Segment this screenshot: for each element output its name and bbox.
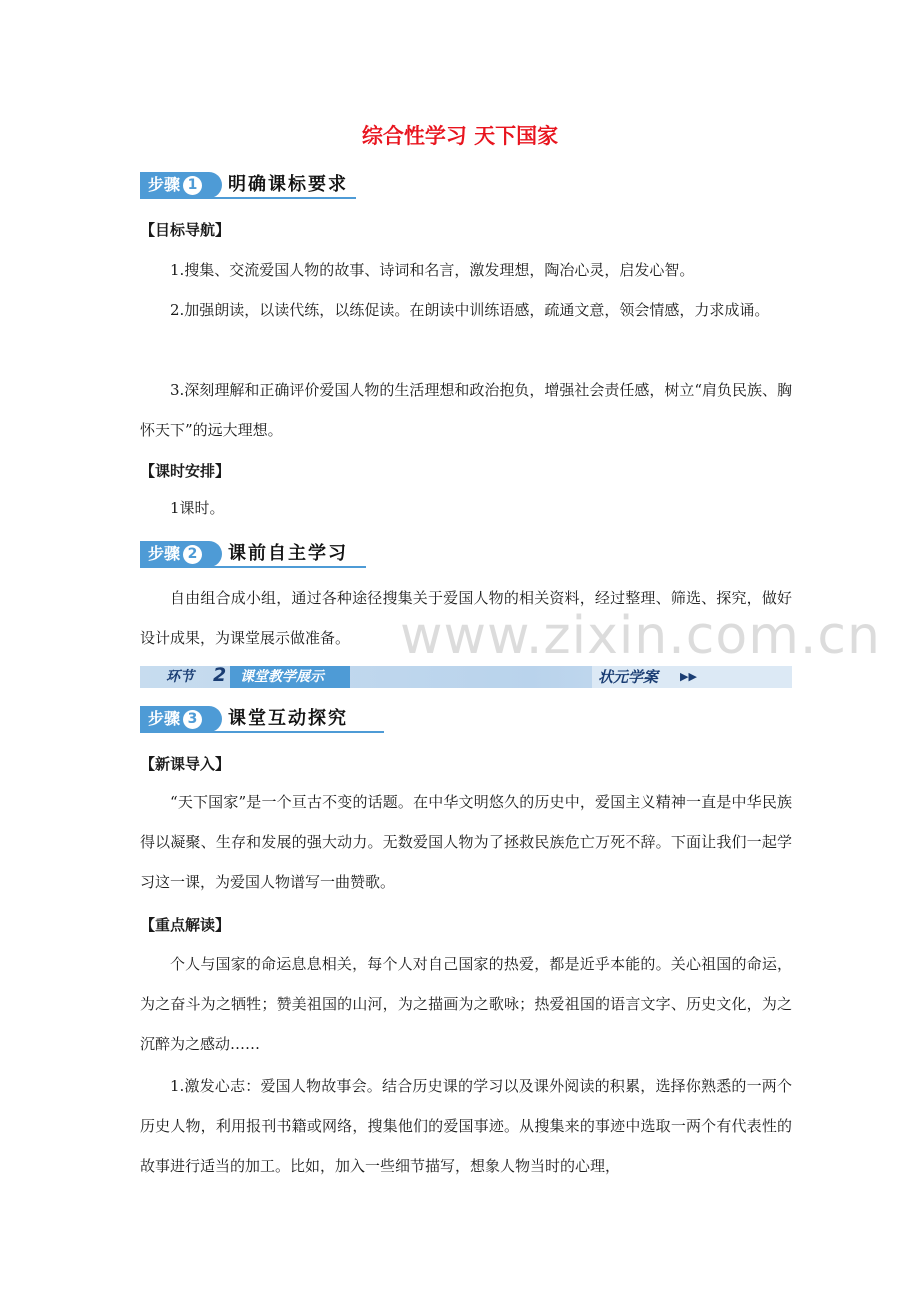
step-number: 3 [183, 710, 202, 729]
goal-item-3: 3.深刻理解和正确评价爱国人物的生活理想和政治抱负，增强社会责任感，树立“肩负民族、胸怀天下”的远大理想。 [140, 381, 792, 439]
banner-arrows-icon: ▶▶ [680, 670, 697, 683]
step-underline [140, 731, 384, 733]
step-label: 课前自主学习 [228, 543, 348, 564]
focus-text: 个人与国家的命运息息相关，每个人对自己国家的热爱，都是近乎本能的。关心祖国的命运，为之奋斗为之牺牲；赞美祖国的山河，为之描画为之歌咏；热爱祖国的语言文字、历史文化，为之沉醉为之感动…… [140, 955, 792, 1053]
step-label: 明确课标要求 [228, 174, 348, 195]
schedule-heading: 【课时安排】 [140, 462, 231, 480]
schedule-text: 1课时。 [170, 499, 225, 517]
step-number: 2 [183, 545, 202, 564]
banner-title: 课堂教学展示 [230, 666, 350, 688]
goal-item-1: 1.搜集、交流爱国人物的故事、诗词和名言，激发理想，陶冶心灵，启发心智。 [170, 261, 695, 279]
step-3-header [140, 706, 384, 732]
step-badge [140, 706, 222, 732]
step-badge-text: 步骤 [148, 709, 181, 728]
step-badge-text: 步骤 [148, 175, 181, 194]
step-badge-text: 步骤 [148, 544, 181, 563]
section-banner [140, 666, 792, 688]
step-underline [140, 197, 356, 199]
prestudy-text: 自由组合成小组，通过各种途径搜集关于爱国人物的相关资料，经过整理、筛选、探究，做好设计成果，为课堂展示做准备。 [140, 589, 792, 647]
step-badge [140, 172, 222, 198]
banner-brand: 状元学案 [598, 668, 659, 686]
watermark: www.zixin.com.cn [400, 606, 881, 666]
activity-1-text: 1.激发心志：爱国人物故事会。结合历史课的学习以及课外阅读的积累，选择你熟悉的一两个历史人物，利用报刊书籍或网络，搜集他们的爱国事迹。从搜集来的事迹中选取一两个有代表性的故事进行适当的加工。比如，加入一些细节描写，想象人物当时的心理， [140, 1077, 792, 1175]
banner-part-label: 环节 [166, 669, 194, 685]
goal-item-2: 2.加强朗读，以读代练，以练促读。在朗读中训练语感，疏通文意，领会情感，力求成诵。 [170, 301, 770, 319]
banner-number: 2 [213, 664, 227, 686]
page-title: 综合性学习 天下国家 [361, 124, 559, 148]
goal-heading: 【目标导航】 [140, 221, 231, 239]
step-underline [140, 566, 366, 568]
step-badge [140, 541, 222, 567]
focus-heading: 【重点解读】 [140, 916, 231, 934]
step-number: 1 [183, 176, 202, 195]
intro-heading: 【新课导入】 [140, 755, 231, 773]
step-label: 课堂互动探究 [228, 708, 348, 729]
step-2-header [140, 541, 366, 567]
step-1-header [140, 172, 356, 198]
intro-text: “天下国家”是一个亘古不变的话题。在中华文明悠久的历史中，爱国主义精神一直是中华民族得以凝聚、生存和发展的强大动力。无数爱国人物为了拯救民族危亡万死不辞。下面让我们一起学习这一课，为爱国人物谱写一曲赞歌。 [140, 793, 792, 891]
